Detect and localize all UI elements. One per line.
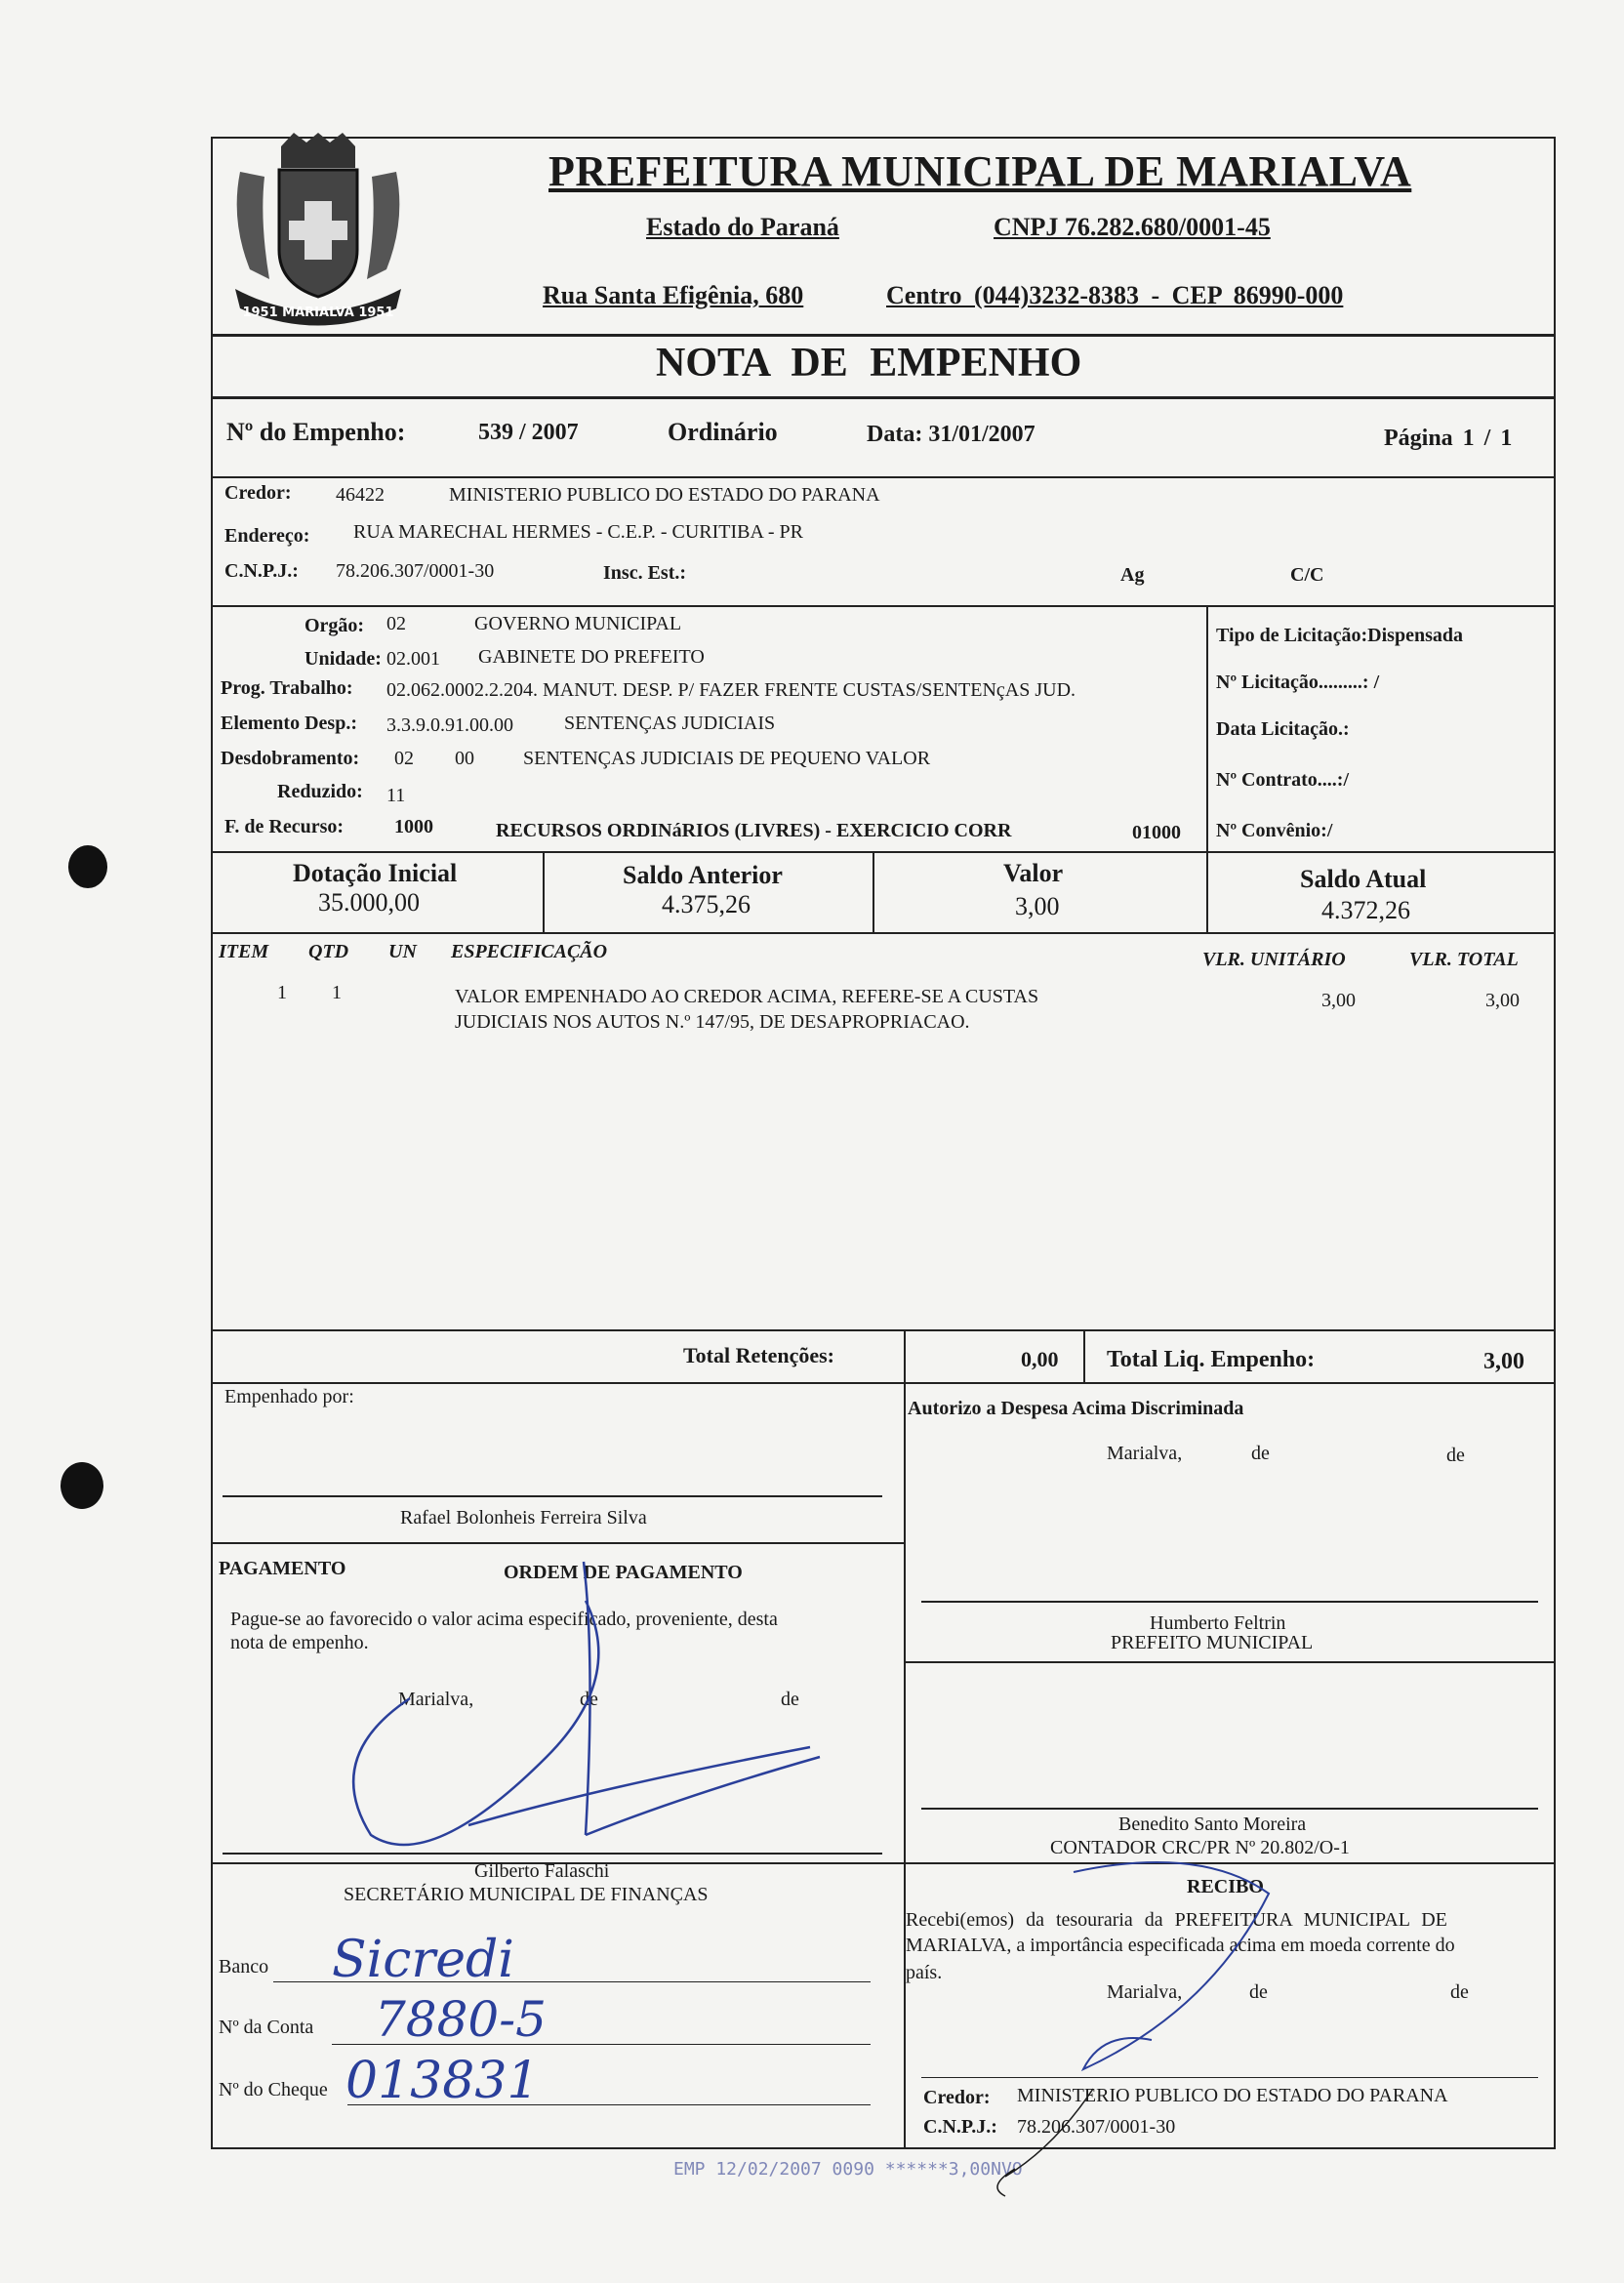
dotacao-label: Dotação Inicial	[293, 859, 458, 887]
recibo-text-line3: país.	[906, 1962, 943, 1983]
autorizo-label: Autorizo a Despesa Acima Discriminada	[908, 1398, 1244, 1419]
autorizo-place: Marialva,	[1107, 1443, 1183, 1464]
desdobramento-code2: 00	[455, 748, 474, 769]
saldo-anterior-value: 4.375,26	[662, 890, 751, 918]
numero-convenio: Nº Convênio:/	[1216, 820, 1333, 841]
pagamento-de1: de	[580, 1689, 598, 1710]
recurso-name: RECURSOS ORDINáRIOS (LIVRES) - EXERCICIO CORR	[496, 820, 1012, 841]
conta-label: Nº da Conta	[219, 2017, 314, 2038]
col-qtd: QTD	[308, 941, 349, 962]
ag-label: Ag	[1120, 564, 1145, 586]
dotacao-value: 35.000,00	[318, 888, 420, 917]
desdobramento-name: SENTENÇAS JUDICIAIS DE PEQUENO VALOR	[523, 748, 931, 769]
total-liquido-value: 3,00	[1483, 1349, 1524, 1374]
empenho-number-label: Nº do Empenho:	[226, 418, 406, 446]
recibo-text-line1: Recebi(emos) da tesouraria da PREFEITURA MUNICIPAL DE	[906, 1909, 1447, 1931]
autorizo-de2: de	[1446, 1445, 1465, 1466]
autorizo-de1: de	[1251, 1443, 1270, 1464]
recibo-credor-name: MINISTERIO PUBLICO DO ESTADO DO PARANA	[1017, 2085, 1448, 2106]
total-retencoes-label: Total Retenções:	[683, 1343, 834, 1367]
cnpj-header: CNPJ 76.282.680/0001-45	[994, 213, 1271, 241]
elemento-name: SENTENÇAS JUDICIAIS	[564, 713, 776, 734]
recibo-text-line2: MARIALVA, a importância especificada acima em moeda corrente do	[906, 1935, 1455, 1956]
saldo-anterior-label: Saldo Anterior	[623, 861, 783, 889]
pagamento-label: PAGAMENTO	[219, 1558, 346, 1579]
elemento-code: 3.3.9.0.91.00.00	[386, 714, 513, 736]
prog-trabalho-label: Prog. Trabalho:	[221, 677, 353, 699]
total-retencoes-value: 0,00	[1021, 1347, 1059, 1371]
recurso-code: 1000	[394, 816, 433, 837]
pagamento-text-line1: Pague-se ao favorecido o valor acima especificado, proveniente, desta	[230, 1609, 778, 1630]
banco-handwritten: Sicredi	[332, 1931, 514, 1989]
bank-stamp: EMP 12/02/2007 0090 ******3,00NVO	[673, 2159, 1023, 2180]
empenho-number: 539 / 2007	[478, 420, 579, 445]
recibo-credor-label: Credor:	[923, 2087, 991, 2108]
credor-name: MINISTERIO PUBLICO DO ESTADO DO PARANA	[449, 484, 880, 506]
col-especificacao: ESPECIFICAÇÃO	[451, 941, 608, 962]
contador-role: CONTADOR CRC/PR Nº 20.802/O-1	[1050, 1837, 1350, 1858]
total-liquido-label: Total Liq. Empenho:	[1107, 1347, 1316, 1372]
saldo-atual-label: Saldo Atual	[1300, 865, 1427, 893]
page-number: Página 1 / 1	[1384, 426, 1513, 451]
unidade-name: GABINETE DO PREFEITO	[478, 646, 705, 668]
recibo-place: Marialva,	[1107, 1981, 1183, 2003]
recibo-cnpj-label: C.N.P.J.:	[923, 2116, 997, 2138]
valor-value: 3,00	[1015, 892, 1060, 920]
prefeito-role: PREFEITO MUNICIPAL	[1111, 1632, 1314, 1653]
recurso-label: F. de Recurso:	[224, 816, 345, 837]
empenhado-por-name: Rafael Bolonheis Ferreira Silva	[400, 1507, 647, 1529]
recibo-de2: de	[1450, 1981, 1469, 2003]
saldo-atual-value: 4.372,26	[1321, 896, 1410, 924]
address-label: Endereço:	[224, 525, 310, 547]
col-item: ITEM	[219, 941, 269, 962]
contador-name: Benedito Santo Moreira	[1118, 1814, 1307, 1835]
recibo-de1: de	[1249, 1981, 1268, 2003]
pagamento-text-line2: nota de empenho.	[230, 1632, 369, 1653]
orgao-code: 02	[386, 613, 406, 634]
banco-label: Banco	[219, 1956, 269, 1977]
prefeito-name: Humberto Feltrin	[1150, 1612, 1286, 1634]
desdobramento-label: Desdobramento:	[221, 748, 360, 769]
street-address: Rua Santa Efigênia, 680	[543, 281, 804, 309]
insc-est-label: Insc. Est.:	[603, 562, 687, 584]
ordem-pagamento-label: ORDEM DE PAGAMENTO	[504, 1562, 743, 1583]
punch-hole-top	[68, 845, 107, 888]
document-title: NOTA DE EMPENHO	[656, 341, 1082, 386]
empenhado-por-label: Empenhado por:	[224, 1386, 354, 1407]
punch-hole-bottom	[61, 1462, 103, 1509]
valor-label: Valor	[1003, 859, 1064, 887]
tipo-licitacao: Tipo de Licitação:Dispensada	[1216, 625, 1463, 646]
pagamento-place: Marialva,	[398, 1689, 474, 1710]
col-vlr-unitario: VLR. UNITÁRIO	[1202, 949, 1346, 970]
recibo-cnpj: 78.206.307/0001-30	[1017, 2116, 1176, 2138]
secretario-role: SECRETÁRIO MUNICIPAL DE FINANÇAS	[344, 1884, 709, 1905]
item-spec-line2: JUDICIAIS NOS AUTOS N.º 147/95, DE DESAPROPRIACAO.	[455, 1011, 970, 1033]
svg-text:1951 MARIALVA 1951: 1951 MARIALVA 1951	[242, 306, 394, 320]
cheque-handwritten: 013831	[345, 2052, 540, 2110]
item-total-value: 3,00	[1485, 990, 1520, 1011]
numero-contrato: Nº Contrato....:/	[1216, 769, 1350, 791]
state-label: Estado do Paraná	[646, 213, 839, 241]
desdobramento-code1: 02	[394, 748, 414, 769]
item-number: 1	[277, 982, 287, 1003]
cc-label: C/C	[1290, 564, 1324, 586]
orgao-label: Orgão:	[304, 615, 365, 636]
conta-handwritten: 7880-5	[375, 1991, 547, 2048]
credor-cnpj: 78.206.307/0001-30	[336, 560, 495, 582]
recurso-code2: 01000	[1132, 822, 1181, 843]
item-spec-line1: VALOR EMPENHADO AO CREDOR ACIMA, REFERE-SE A CUSTAS	[455, 986, 1039, 1007]
unidade-code: 02.001	[386, 648, 440, 670]
credor-label: Credor:	[224, 482, 292, 504]
recibo-title: RECIBO	[1187, 1876, 1264, 1897]
empenho-type: Ordinário	[668, 418, 778, 446]
pagamento-de2: de	[781, 1689, 799, 1710]
municipal-crest-icon	[221, 133, 416, 334]
col-vlr-total: VLR. TOTAL	[1409, 949, 1519, 970]
col-un: UN	[388, 941, 417, 962]
numero-licitacao: Nº Licitação.........: /	[1216, 672, 1380, 693]
reduzido-value: 11	[386, 785, 406, 806]
unidade-label: Unidade:	[304, 648, 382, 670]
item-unit-value: 3,00	[1321, 990, 1356, 1011]
reduzido-label: Reduzido:	[277, 781, 363, 802]
elemento-label: Elemento Desp.:	[221, 713, 357, 734]
orgao-name: GOVERNO MUNICIPAL	[474, 613, 682, 634]
address-contact: Centro (044)3232-8383 - CEP 86990-000	[886, 281, 1344, 309]
cnpj-label: C.N.P.J.:	[224, 560, 299, 582]
data-licitacao: Data Licitação.:	[1216, 718, 1350, 740]
secretario-name: Gilberto Falaschi	[474, 1860, 610, 1882]
item-qtd: 1	[332, 982, 342, 1003]
credor-address: RUA MARECHAL HERMES - C.E.P. - CURITIBA - PR	[353, 521, 803, 543]
empenho-date: Data: 31/01/2007	[867, 422, 1035, 447]
prog-trabalho: 02.062.0002.2.204. MANUT. DESP. P/ FAZER FRENTE CUSTAS/SENTENçAS JUD.	[386, 679, 1076, 701]
cheque-label: Nº do Cheque	[219, 2079, 328, 2100]
credor-code: 46422	[336, 484, 385, 506]
page-title: PREFEITURA MUNICIPAL DE MARIALVA	[548, 147, 1412, 195]
